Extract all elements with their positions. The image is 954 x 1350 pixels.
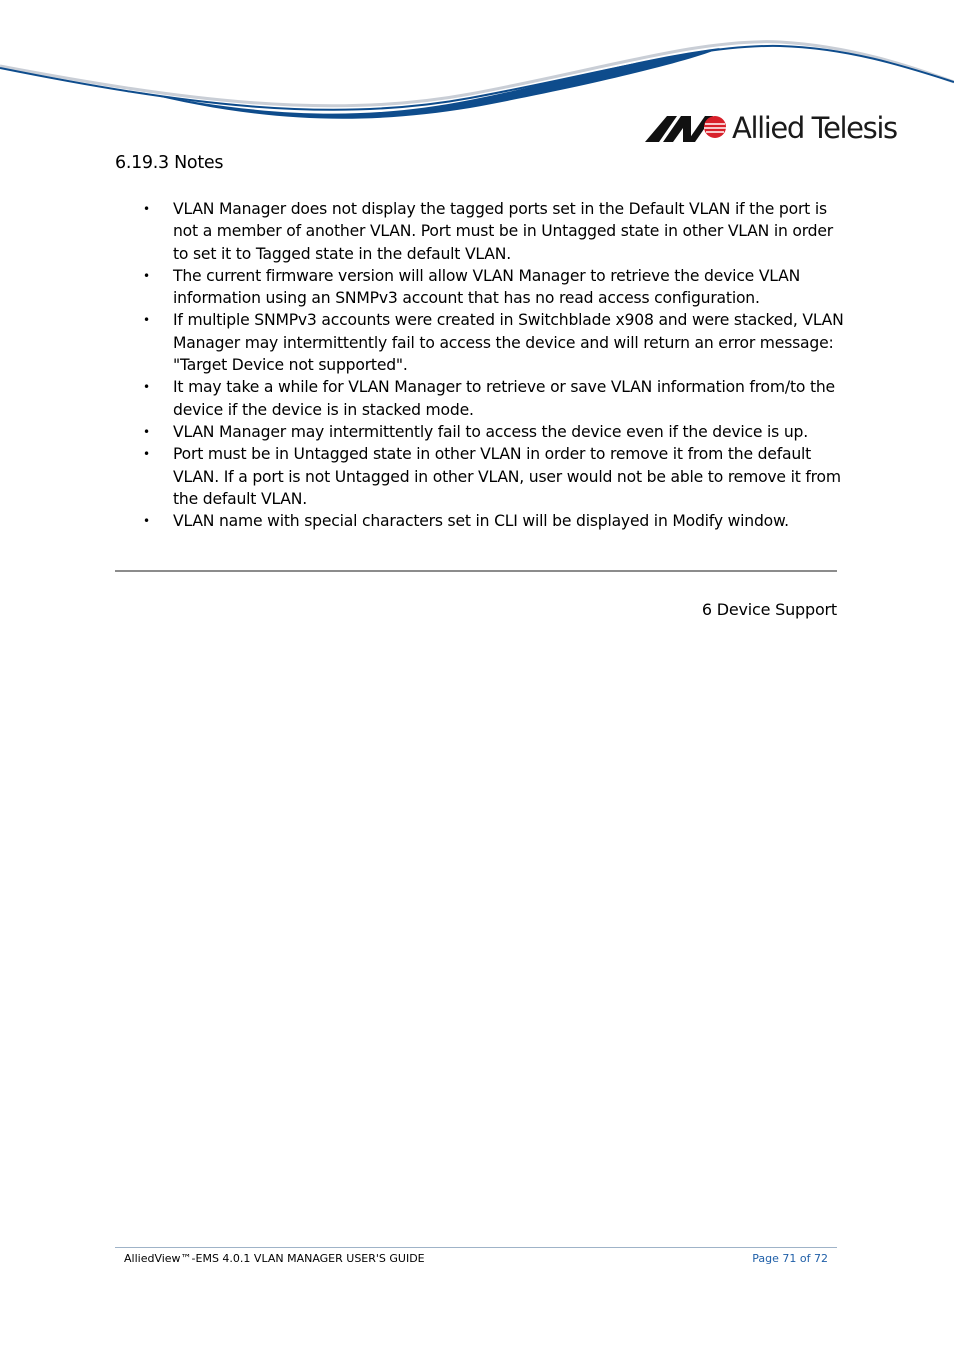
list-item [115,309,845,376]
note-text: VLAN name with special characters set in CLI will be displayed in Modify window. [173,512,789,531]
allied-telesis-logo [645,108,897,148]
footer-divider [115,1247,837,1248]
note-text: It may take a while for VLAN Manager to retrieve or save VLAN information from/to the device if the device is in stacked mode. [173,378,835,419]
bullet-icon: • [143,268,150,283]
footer-page-number: Page 71 of 72 [752,1252,828,1265]
bullet-icon: • [143,313,150,328]
list-item [115,443,845,510]
list-item [115,265,845,310]
notes-list [115,198,845,532]
footer-document-title: AlliedView™-EMS 4.0.1 VLAN MANAGER USER'S GUIDE [124,1252,425,1265]
bullet-icon: • [143,424,150,439]
list-item [115,421,845,443]
note-text: If multiple SNMPv3 accounts were created in Switchblade x908 and were stacked, VLAN Manager may intermittently fail to access the device and will return an error message: "Target Device not supported". [173,311,844,375]
list-item [115,510,845,532]
note-text: Port must be in Untagged state in other VLAN in order to remove it from the default VLAN. If a port is not Untagged in other VLAN, user would not be able to remove it from the default VLAN. [173,445,841,508]
note-text: The current firmware version will allow VLAN Manager to retrieve the device VLAN information using an SNMPv3 account that has no read access configuration. [173,266,801,308]
allied-telesis-logo-mark [645,114,727,142]
bullet-icon: • [143,202,150,216]
bullet-icon: • [143,447,150,462]
logo-text: Allied Telesis [732,111,897,145]
list-item [115,376,845,421]
section-divider [115,570,837,572]
chapter-reference: 6 Device Support [701,600,837,619]
list-item [115,198,845,265]
bullet-icon: • [143,514,150,529]
section-title: 6.19.3 Notes [115,153,224,173]
bullet-icon: • [143,380,150,395]
note-text: VLAN Manager may intermittently fail to access the device even if the device is up. [173,422,808,441]
note-text: VLAN Manager does not display the tagged ports set in the Default VLAN if the port is not a member of another VLAN. Port must be in Untagged state in other VLAN in order to set it to Tagged state in the default VLAN. [173,200,833,263]
